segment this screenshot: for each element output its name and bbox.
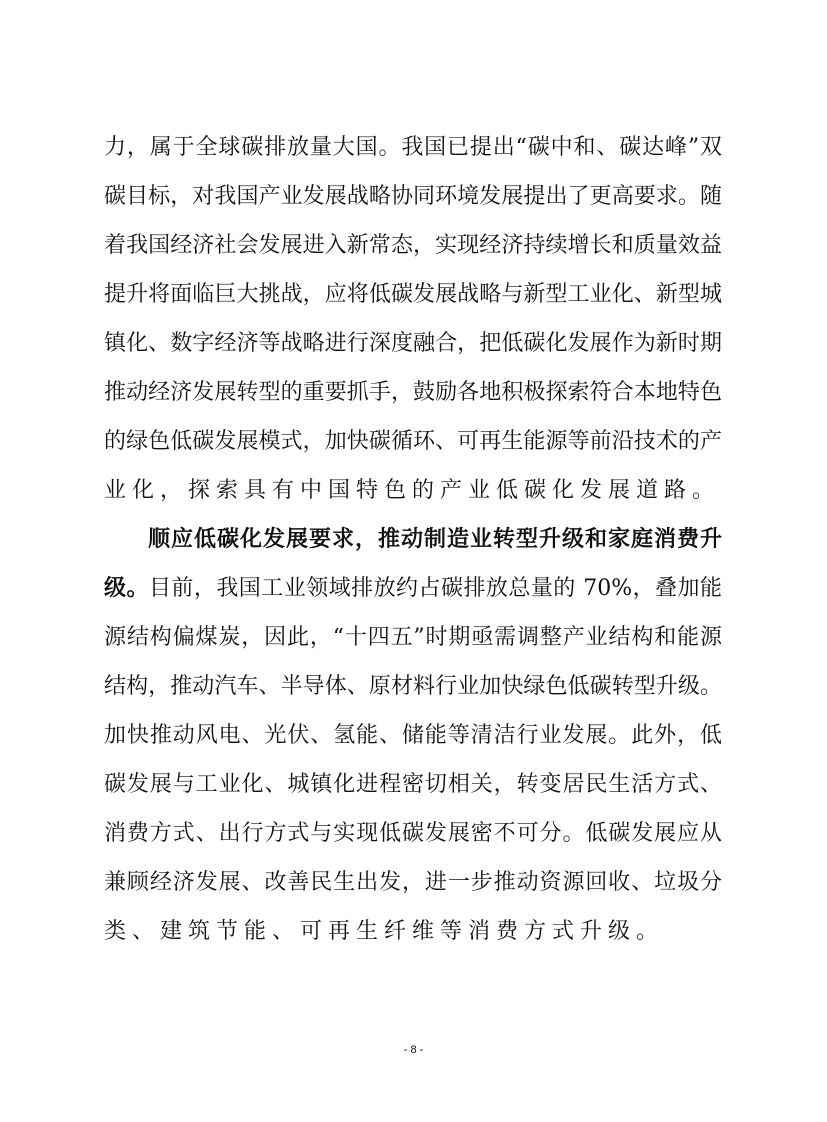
text-span: 目前，我国工业领域排放约占碳排放总量的 70%，叠加能 [148,576,722,601]
text-line: 加快推动风电、光伏、氢能、储能等清洁行业发展。此外，低 [104,723,722,748]
text-line: 镇化、数字经济等战略进行深度融合，把低碳化发展作为新时期 [104,331,722,356]
text-line: 源结构偏煤炭，因此，“十四五”时期亟需调整产业结构和能源 [104,625,722,650]
text-line: 力，属于全球碳排放量大国。我国已提出“碳中和、碳达峰”双 [104,135,722,160]
text-line: 兼顾经济发展、改善民生出发，进一步推动资源回收、垃圾分 [104,870,722,895]
paragraph-heading: 顺应低碳化发展要求，推动制造业转型升级和家庭消费升 [148,526,722,552]
page-number: - 8 - [403,1044,424,1056]
text-line: 结构，推动汽车、半导体、原材料行业加快绿色低碳转型升级。 [104,674,722,699]
text-line: 的绿色低碳发展模式，加快碳循环、可再生能源等前沿技术的产 [104,429,722,454]
text-line: 类、建筑节能、可再生纤维等消费方式升级。 [104,919,665,944]
text-line: 碳发展与工业化、城镇化进程密切相关，转变居民生活方式、 [104,772,722,797]
text-line: 推动经济发展转型的重要抓手，鼓励各地积极探索符合本地特色 [104,380,722,405]
text-line: 消费方式、出行方式与实现低碳发展密不可分。低碳发展应从 [104,821,722,846]
text-line: 着我国经济社会发展进入新常态，实现经济持续增长和质量效益 [104,233,722,258]
paragraph-heading-end: 级。 [104,575,149,601]
text-line [104,564,722,613]
text-line: 业化，探索具有中国特色的产业低碳化发展道路。 [104,478,721,503]
text-line: 提升将面临巨大挑战，应将低碳发展战略与新型工业化、新型城 [104,282,722,307]
text-line: 碳目标，对我国产业发展战略协同环境发展提出了更高要求。随 [104,184,722,209]
